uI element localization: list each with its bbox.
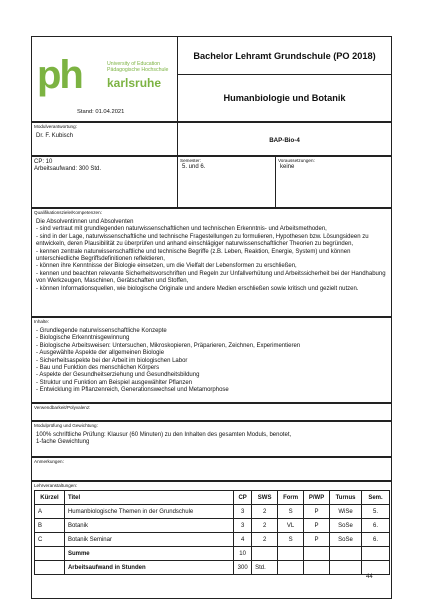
col-header-form: Form [278,491,304,505]
usability-section [31,403,392,421]
courses-label: Lehrveranstaltungen: [34,483,78,488]
qualifications-text: Die Absolventinnen und Absolventen - sind vertraut mit grundlegenden naturwissenschaftlichen und technischen Erkenntnis- und Arbeitsmethoden, - sind in der Lage, naturwissenschaftliche und technische Fragestellungen zu formulieren, Hypothesen bzw. Lösungsideen zu entwickeln, deren Plausibilität zu überprüfen und anhand einschlägiger naturwissenschaftlicher Theorien zu begründen, - kennen zentrale naturwissenschaftliche und technische Begriffe (z.B. Leben, Reaktion, Energie, System) und können unterschiedliche Begriffsdefinitionen reflektieren, - können ihre Kenntnisse der Biologie einsetzen, um die Vielfalt der Lebensformen zu erschließen, - kennen und beachten relevante Sicherheitsvorschriften und Regeln zur Unfallverhütung und Arbeitssicherheit bei der Handhabung von Werkzeugen, Maschinen, Gerätschaften und Stoffen, - können Informationsquellen, wie biologische Originale und andere Medien erschließen sowie kritisch und gezielt nutzen. [36,219,386,292]
col-header-turnus: Turnus [330,491,362,505]
col-header-sws: SWS [252,491,278,505]
page-number: 44 [366,574,373,580]
responsible-row [31,122,392,156]
courses-header-row [35,491,390,505]
sum-cp: 10 [234,547,252,561]
credits-workload: Arbeitsaufwand: 300 Std. [34,166,102,173]
sum-label: Summe [64,547,233,561]
logo-org-text: University of Education Pädagogische Hochschule [107,61,169,74]
program-title: Bachelor Lehramt Grundschule (PO 2018) [178,37,391,75]
qualifications-section [31,208,392,317]
table-row: C Botanik Seminar 4 2 S P SoSe 6. [35,533,390,547]
workload-value: 300 [234,561,252,575]
col-header-sem: Sem. [361,491,389,505]
courses-section [31,481,392,599]
prerequisites-label: Voraussetzungen: [278,158,315,163]
col-header-titel: Titel [64,491,233,505]
prerequisites-value: keine [280,164,295,170]
module-title: Humanbiologie und Botanik [223,93,346,103]
table-row: A Humanbiologische Themen in der Grundschule 3 2 S P WiSe 5. [35,505,390,519]
usability-label: Verwendbarkeit/Polyvalenz: [34,405,91,410]
university-logo [32,37,178,121]
contents-text: - Grundlegende naturwissenschaftliche Konzepte - Biologische Erkenntnisgewinnung - Biologische Arbeitsweisen: Untersuchen, Mikroskopieren, Präparieren, Zeichnen, Experimentieren - Ausgewählte Aspekte der allgemeinen Biologie - Sicherheitsaspekte bei der Arbeit im biologischen Labor - Bau und Funktion des menschlichen Körpers - Aspekte der Gesundheitserziehung und Gesundheitsbildung - Struktur und Funktion am Beispiel ausgewählter Pflanzen - Entwicklung im Pflanzenreich, Generationswechsel und Metamorphose [36,328,301,394]
qualifications-label: Qualifikationsziele/Kompetenzen: [34,210,102,215]
logo-mark: ph [37,53,82,97]
workload-unit: Std. [252,561,278,575]
semester-value: 5. und 6. [182,164,206,170]
exam-text: 100% schriftliche Prüfung: Klausur (60 Minuten) zu den Inhalten des gesamten Moduls, benotet, 1-fache Gewichtung [36,432,292,446]
credits-cp: CP: 10 [34,159,53,165]
exam-section [31,421,392,457]
workload-label: Arbeitsaufwand in Stunden [64,561,233,575]
responsible-label: Modulverantwortung: [34,124,77,129]
workload-row [35,561,390,575]
contents-label: Inhalte: [34,319,50,324]
col-header-cp: CP [234,491,252,505]
responsible-value: Dr. F. Kubisch [36,133,74,139]
table-row: B Botanik 3 2 VL P SoSe 6. [35,519,390,533]
module-page [31,36,392,571]
module-code: BAP-Bio-4 [269,137,300,144]
exam-label: Modulprüfung und Gewichtung: [34,423,98,428]
module-header [31,36,392,122]
col-header-kuerzel: Kürzel [35,491,65,505]
col-header-pwp: P/WP [304,491,330,505]
notes-section [31,457,392,481]
stand-date: Stand: 01.04.2021 [77,109,125,115]
sum-row [35,547,390,561]
semester-label: Semester: [180,158,201,163]
credits-row [31,156,392,208]
logo-city: karlsruhe [107,76,162,90]
contents-section [31,317,392,403]
notes-label: Anmerkungen: [34,459,64,464]
courses-table [34,490,390,575]
